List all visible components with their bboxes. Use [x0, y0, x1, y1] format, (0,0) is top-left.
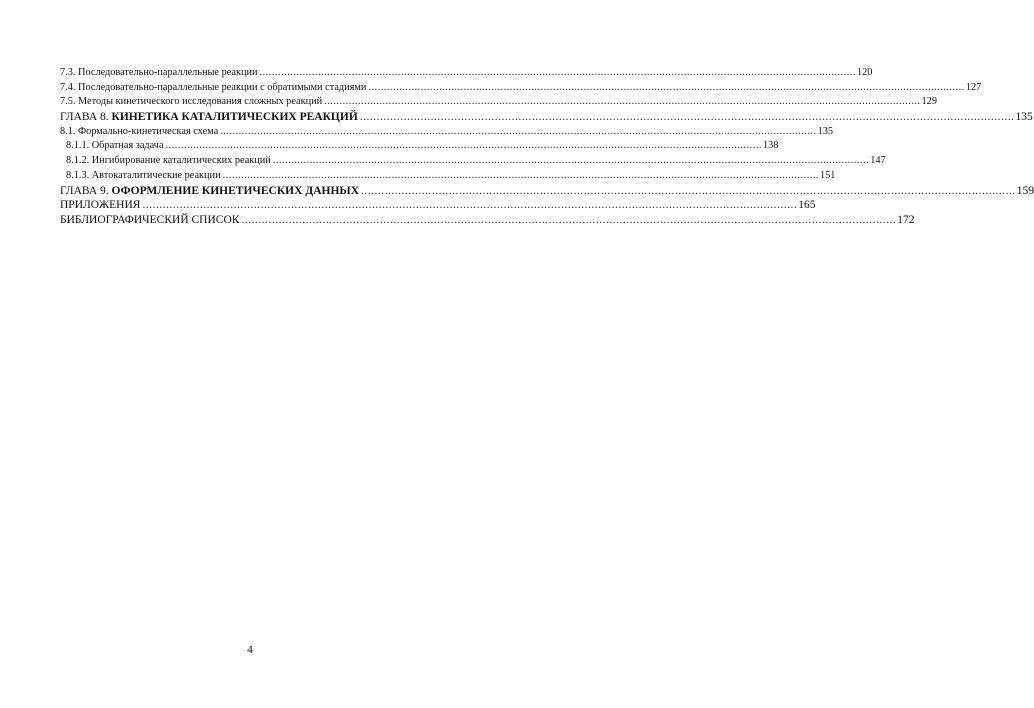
toc-entry-prefix: 8.1.2.	[66, 155, 92, 167]
toc-entry-prefix: 7.4.	[60, 81, 79, 93]
toc-entry-title: Автокаталитические реакции	[91, 169, 221, 181]
toc-page-number: 165	[798, 199, 816, 212]
toc-leader-dots: ..................................................................................................................................................................................................	[368, 81, 965, 93]
toc-entry-prefix: 7.5.	[60, 96, 79, 108]
toc-entry-text	[66, 169, 221, 184]
toc-entry-title: БИБЛИОГРАФИЧЕСКИЙ СПИСОК	[60, 213, 240, 226]
toc-entry-prefix: 8.1.	[60, 125, 79, 137]
toc-leader-dots: ..................................................................................................................................................................................................	[324, 96, 921, 108]
toc-entry-text	[60, 213, 239, 228]
table-of-contents	[60, 66, 1034, 228]
toc-entry-title: Методы кинетического исследования сложных реакций	[78, 96, 323, 108]
toc-leader-dots: ..................................................................................................................................................................................................	[241, 213, 897, 226]
toc-entry-text	[60, 66, 258, 81]
toc-page-number: 135	[1015, 111, 1033, 124]
toc-entry-text	[60, 184, 359, 199]
toc-entry-8-1	[60, 125, 834, 140]
toc-page-number: 120	[856, 67, 873, 78]
toc-entry-7-5	[60, 95, 937, 110]
toc-entry-title: Последовательно-параллельные реакции с обратимыми стадиями	[78, 81, 367, 93]
toc-entry-text	[66, 154, 271, 169]
toc-entry-title: Обратная задача	[91, 140, 164, 152]
toc-entry-8-1-1	[60, 139, 779, 154]
toc-entry-prefix: 8.1.1.	[66, 140, 92, 152]
toc-entry-8-1-2	[60, 154, 886, 169]
toc-entry-text	[60, 81, 366, 96]
toc-page-number: 147	[870, 155, 886, 167]
toc-page-number: 135	[817, 125, 834, 137]
toc-entry-prefix: 8.1.3.	[66, 169, 92, 181]
toc-page-number: 159	[1016, 184, 1034, 197]
toc-entry-appendices	[60, 198, 816, 213]
toc-entry-text	[60, 198, 140, 213]
toc-entry-title: Последовательно-параллельные реакции	[78, 67, 258, 78]
toc-entry-chapter-8	[60, 110, 1033, 125]
toc-entry-text	[60, 95, 322, 110]
toc-entry-bibliography	[60, 213, 915, 228]
toc-page-number: 129	[921, 96, 937, 108]
toc-leader-dots: ..................................................................................................................................................................................................	[220, 125, 817, 137]
toc-entry-8-1-3	[60, 169, 836, 184]
page-number: 4	[247, 644, 253, 656]
toc-leader-dots: ..................................................................................................................................................................................................	[142, 199, 798, 212]
toc-leader-dots: ..................................................................................................................................................................................................	[361, 184, 1016, 197]
toc-entry-title: Формально-кинетическая схема	[78, 125, 219, 137]
toc-leader-dots: ..................................................................................................................................................................................................	[165, 140, 762, 152]
toc-page-number: 151	[820, 169, 836, 181]
toc-entry-text	[66, 139, 164, 154]
toc-page-number: 172	[897, 213, 915, 226]
toc-entry-prefix: 7.3.	[60, 67, 79, 78]
toc-leader-dots: ..................................................................................................................................................................................................	[272, 155, 870, 167]
toc-entry-title: ОФОРМЛЕНИЕ КИНЕТИЧЕСКИХ ДАННЫХ	[111, 184, 359, 197]
toc-entry-title: ПРИЛОЖЕНИЯ	[60, 199, 141, 212]
toc-entry-prefix: ГЛАВА 9.	[60, 184, 112, 197]
toc-entry-text	[60, 110, 358, 125]
toc-entry-7-4	[60, 81, 982, 96]
toc-page-number: 127	[965, 81, 982, 93]
toc-entry-title: Ингибирование каталитических реакций	[91, 155, 271, 167]
toc-entry-chapter-9	[60, 184, 1034, 199]
toc-page-number: 138	[762, 140, 779, 152]
toc-leader-dots: ..................................................................................................................................................................................................	[259, 67, 856, 78]
toc-entry-title: КИНЕТИКА КАТАЛИТИЧЕСКИХ РЕАКЦИЙ	[111, 111, 358, 124]
toc-entry-7-3	[60, 66, 873, 81]
toc-leader-dots: ..................................................................................................................................................................................................	[222, 169, 819, 181]
toc-leader-dots: ..................................................................................................................................................................................................	[359, 111, 1015, 124]
toc-entry-prefix: ГЛАВА 8.	[60, 111, 112, 124]
toc-entry-text	[60, 125, 218, 140]
